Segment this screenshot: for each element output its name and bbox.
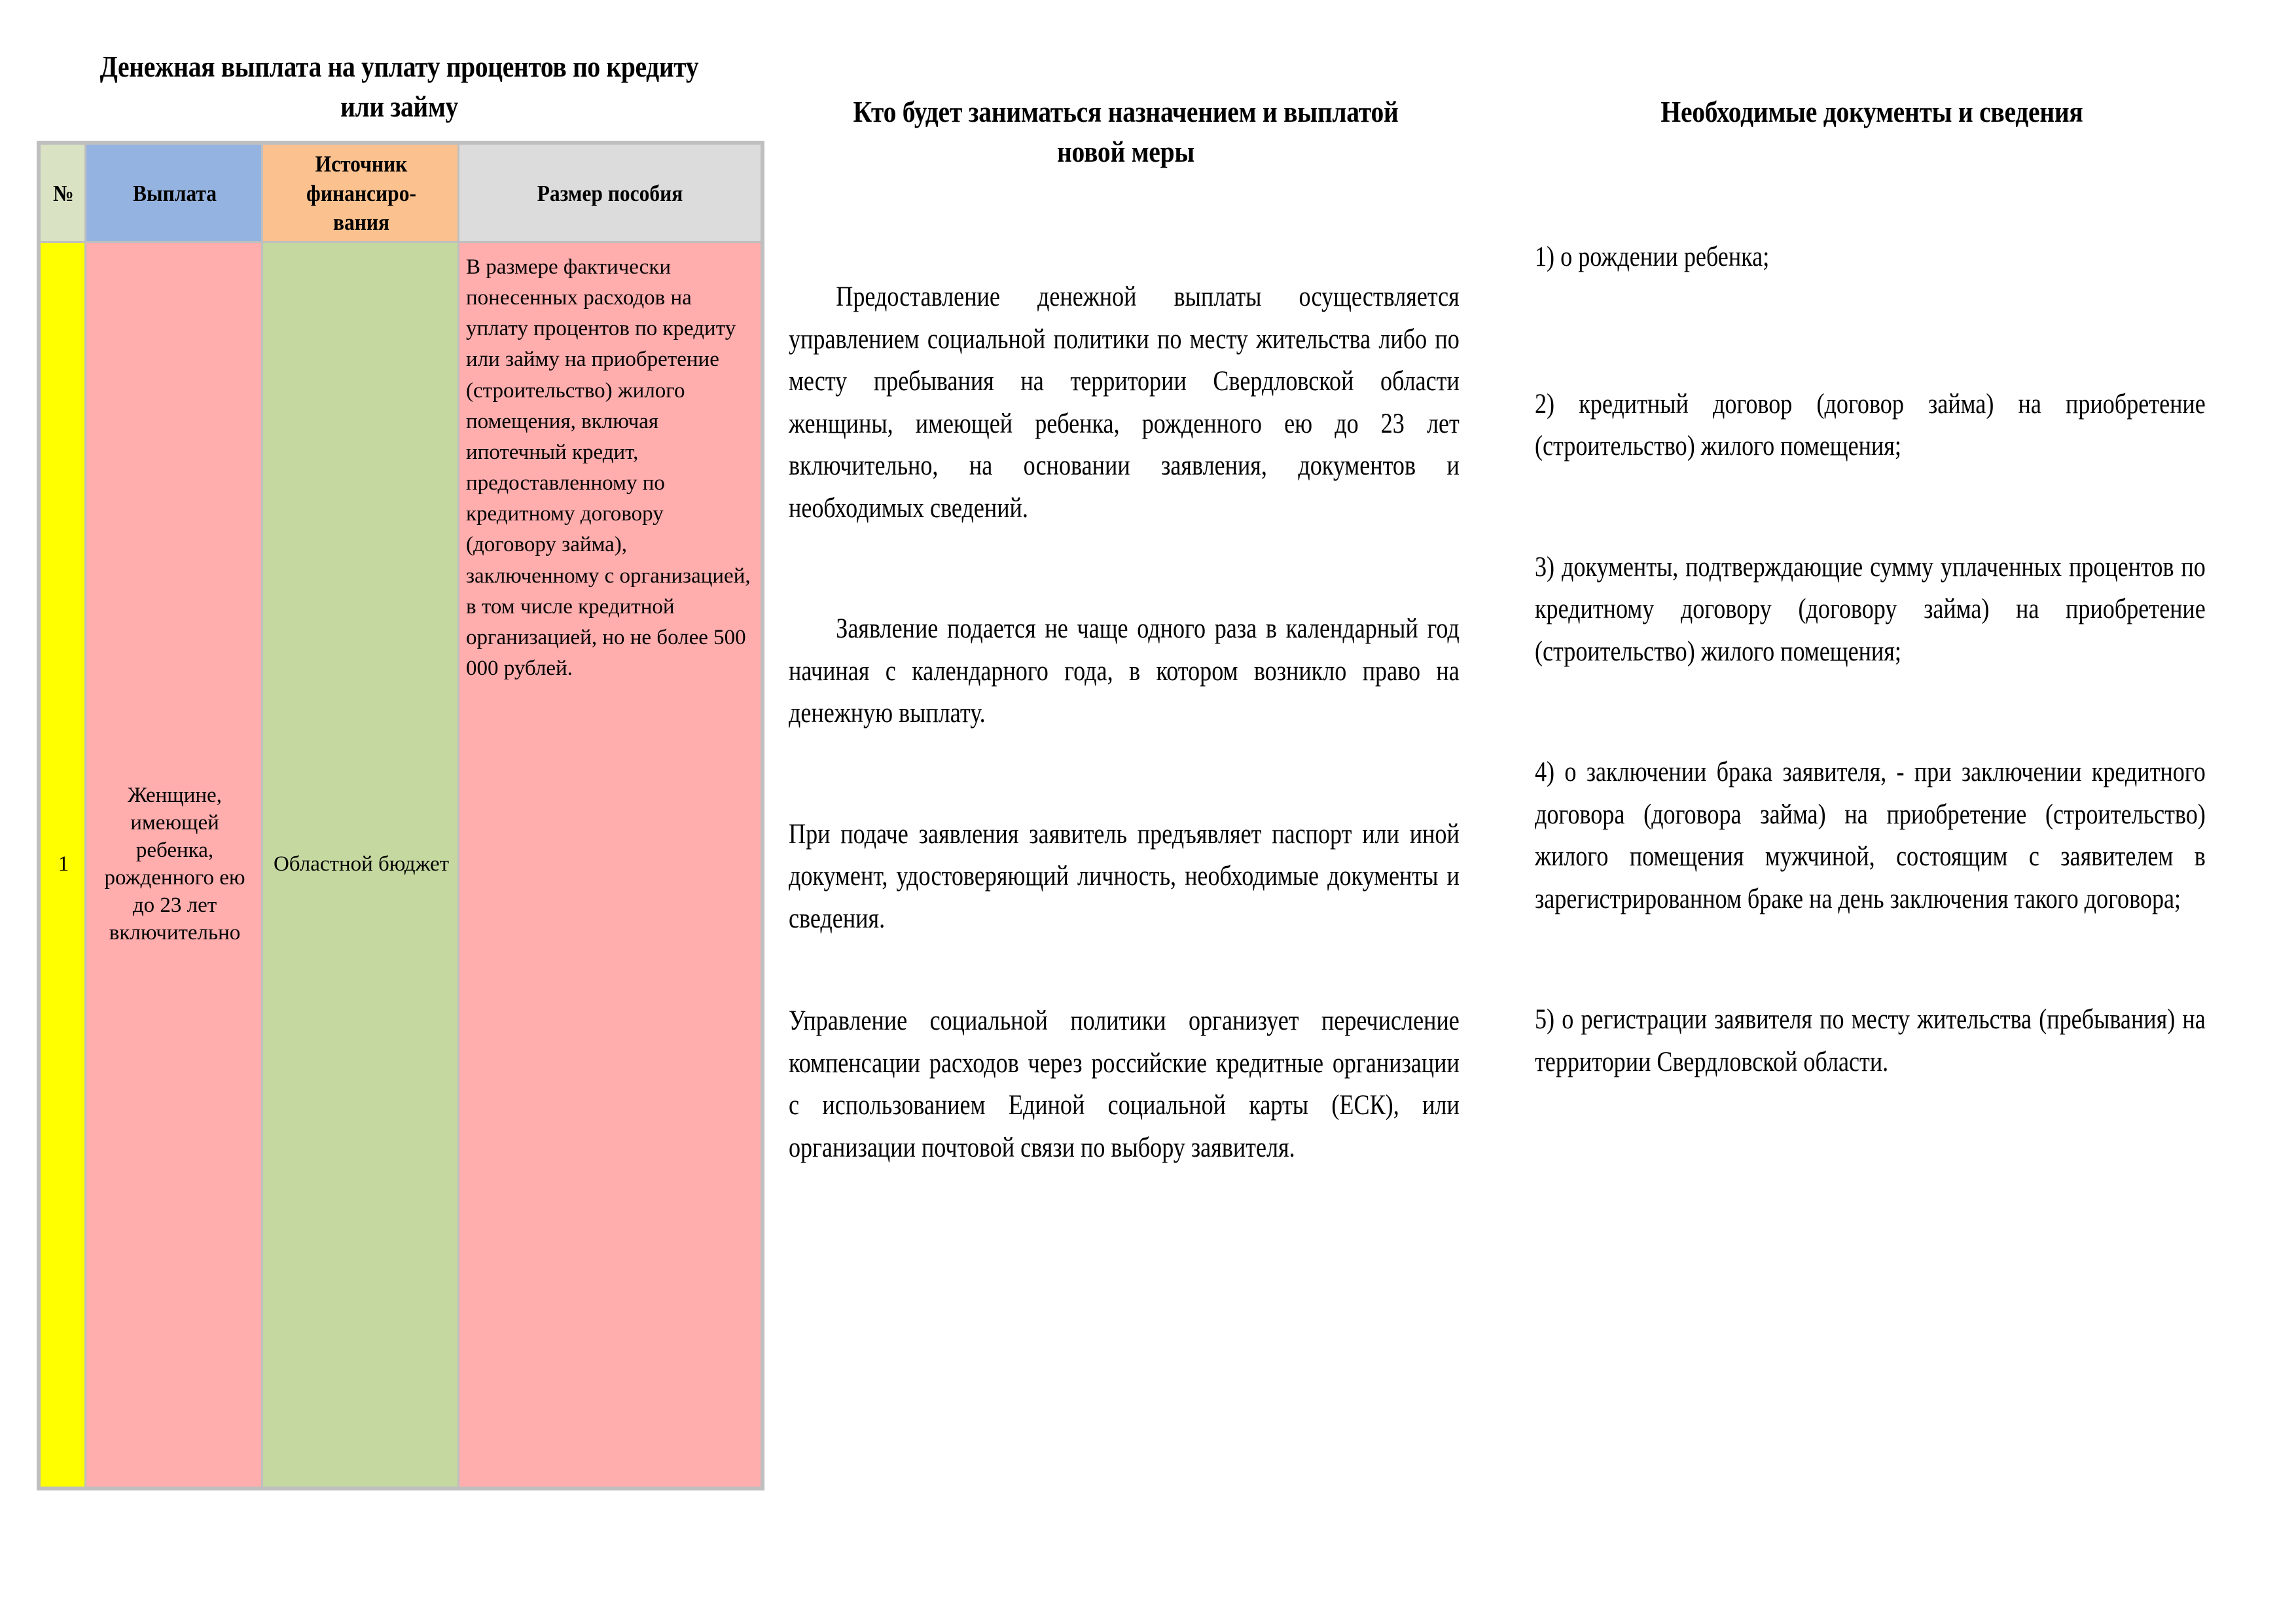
table-header-row [41,145,761,242]
required-document-item-3: 3) документы, подтверждающие сумму уплаченных процентов по кредитному договору (договору займа) на приобретение (строительство) жилого помещения; [1535,551,2206,667]
table-header-label-source: Источник финансиро-вания [306,151,416,236]
required-document-item-2: 2) кредитный договор (договор займа) на приобретение (строительство) жилого помещения; [1535,388,2206,462]
table-row [41,243,761,1487]
spacer [1535,468,2209,547]
table-value-number: 1 [58,852,69,876]
required-document-item-1: 1) о рождении ребенка; [1535,242,1770,273]
right-column [1535,92,2209,1083]
spacer [1535,673,2209,751]
spacer [1535,279,2209,384]
table-header-cell-number [41,145,86,242]
table-cell-number [41,243,86,1487]
left-panel-title: Денежная выплата на уплату процентов по кредиту или займу [99,50,699,123]
table-cell-amount [459,243,761,1487]
middle-paragraph-4: Управление социальной политики организует перечисление компенсации расходов через российские кредитные организации с использованием Единой социальной карты (ЕСК), или организации почтовой связи по выбору заявителя. [789,1005,1460,1163]
middle-paragraph-1: Предоставление денежной выплаты осуществляется управлением социальной политики по месту жительства либо по месту пребывания на территории Свердловской области женщины, имеющей ребенка, рожденного ею до 23 лет включительно, на основании заявления, документов и необходимых сведений. [789,281,1460,524]
table-cell-source [263,243,459,1487]
table-value-amount: В размере фактически понесенных расходов на уплату процентов по кредиту или займу на приобретение (строительство) жилого помещения, включая ипотечный кредит, предоставленному по кредитному договору (договору займа), заключенному с организацией, в том числе кредитной организацией, но не более 500 000 рублей. [466,255,751,681]
spacer [789,171,1463,276]
required-document-item-4: 4) о заключении брака заявителя, - при заключении кредитного договора (договора займа) на приобретение (строительство) жилого помещения мужчиной, состоящим с заявителем в зарегистрированном браке на день заключения такого договора; [1535,757,2206,914]
required-document-item-5: 5) о регистрации заявителя по месту жительства (пребывания) на территории Свердловской области. [1535,1004,2206,1077]
table-value-payout: Женщине, имеющей ребенка, рожденного ею до 23 лет включительно [104,784,245,945]
table-header-label-number: № [53,180,74,206]
payout-table [37,141,764,1490]
middle-paragraph-3: При подаче заявления заявитель предъявляет паспорт или иной документ, удостоверяющий личность, необходимые документы и сведения. [789,818,1460,934]
spacer [789,735,1463,814]
table-header-label-amount: Размер пособия [537,180,683,206]
spacer [789,530,1463,608]
table-cell-payout [86,243,263,1487]
table-header-label-payout: Выплата [133,180,217,206]
spacer [789,940,1463,1000]
left-panel [26,47,772,1490]
table-header-cell-source [263,145,459,242]
middle-paragraph-2: Заявление подается не чаще одного раза в календарный год начиная с календарного года, в котором возникло право на денежную выплату. [789,613,1460,729]
table-header-cell-amount [459,145,761,242]
spacer [1535,920,2209,999]
table-value-source: Областной бюджет [273,852,450,876]
table-header-cell-payout [86,145,263,242]
middle-column-heading: Кто будет заниматься назначением и выплатой новой меры [853,95,1399,169]
middle-column [789,92,1463,1169]
right-column-heading: Необходимые документы и сведения [1660,95,2083,128]
spacer [1535,132,2209,236]
